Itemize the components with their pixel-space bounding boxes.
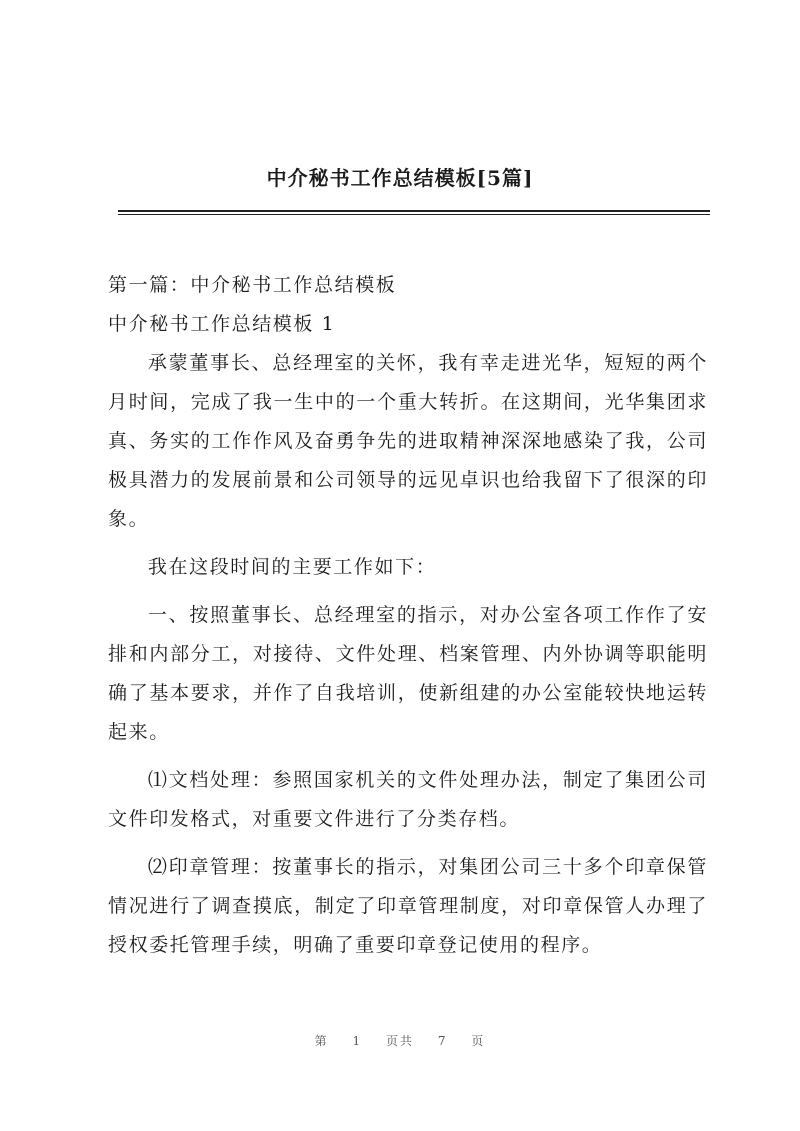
title-underline bbox=[118, 210, 710, 212]
paragraph: 承蒙董事长、总经理室的关怀，我有幸走进光华，短短的两个月时间，完成了我一生中的一个重大转折。在这期间，光华集团求真、务实的工作作风及奋勇争先的进取精神深深地感染了我，公司极具潜力的发展前景和公司领导的远见卓识也给我留下了很深的印象。 bbox=[108, 352, 708, 530]
footer-suffix: 页 bbox=[471, 1034, 486, 1048]
paragraph: ⑵印章管理：按董事长的指示，对集团公司三十多个印章保管情况进行了调查摸底，制定了印章管理制度，对印章保管人办理了授权委托管理手续，明确了重要印章登记使用的程序。 bbox=[108, 856, 708, 956]
footer-current-page: 1 bbox=[352, 1034, 363, 1048]
footer-total-pages: 7 bbox=[437, 1034, 448, 1048]
subheading: 中介秘书工作总结模板 1 bbox=[108, 313, 336, 335]
document-body bbox=[108, 266, 708, 974]
paragraph: 我在这段时间的主要工作如下： bbox=[147, 556, 437, 578]
section-heading: 第一篇：中介秘书工作总结模板 bbox=[108, 274, 397, 296]
paragraph: ⑴文档处理：参照国家机关的文件处理办法，制定了集团公司文件印发格式，对重要文件进行了分类存档。 bbox=[108, 769, 708, 830]
title-underline-thin bbox=[118, 214, 710, 215]
paragraph: 一、按照董事长、总经理室的指示，对办公室各项工作作了安排和内部分工，对接待、文件处理、档案管理、内外协调等职能明确了基本要求，并作了自我培训，使新组建的办公室能较快地运转起来。 bbox=[108, 604, 708, 743]
footer-prefix: 第 bbox=[314, 1034, 329, 1048]
page-footer bbox=[0, 1032, 800, 1049]
document-title: 中介秘书工作总结模板[5篇] bbox=[266, 166, 534, 190]
footer-middle: 页共 bbox=[385, 1034, 414, 1048]
